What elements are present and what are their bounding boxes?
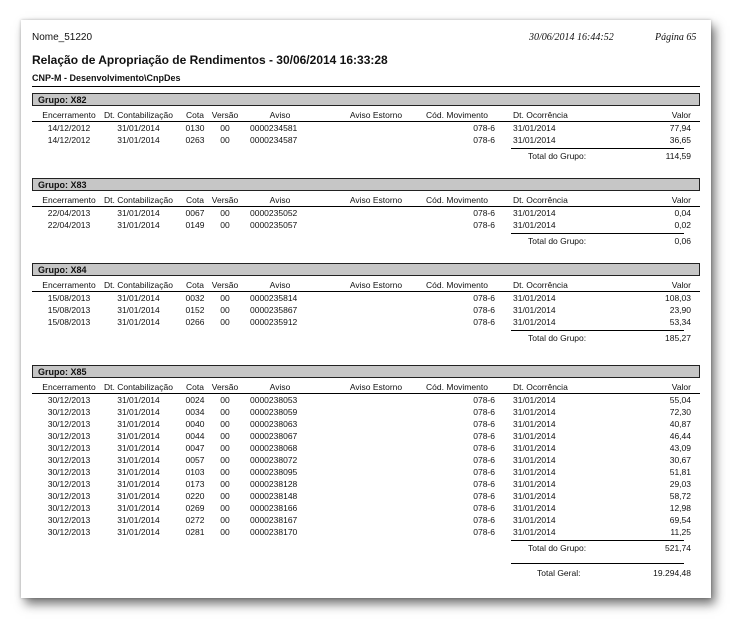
cell-cod-movimento: 078-6 (473, 123, 495, 133)
cell-dt-ocorrencia: 31/01/2014 (513, 503, 556, 513)
cell-aviso: 0000238095 (250, 467, 298, 477)
col-header-aviso-estorno: Aviso Estorno (349, 280, 403, 290)
cell-versao: 00 (220, 305, 230, 315)
group-total-value: 521,74 (665, 543, 691, 553)
cell-dt-contabilizacao: 31/01/2014 (117, 220, 160, 230)
cell-encerramento: 30/12/2013 (47, 491, 91, 501)
col-header-dt-contabilizacao: Dt. Contabilização (104, 382, 173, 392)
page-number: Página 65 (655, 32, 697, 43)
cell-versao: 00 (220, 491, 230, 501)
col-header-valor: Valor (671, 110, 691, 120)
cell-versao: 00 (220, 503, 230, 513)
cell-cota: 0263 (185, 135, 205, 145)
cell-valor: 11,25 (670, 527, 691, 537)
cell-dt-ocorrencia: 31/01/2014 (513, 527, 556, 537)
column-header-row (32, 109, 700, 122)
cell-versao: 00 (220, 479, 230, 489)
cell-encerramento: 30/12/2013 (47, 503, 91, 513)
cell-valor: 43,09 (669, 443, 691, 453)
cell-dt-contabilizacao: 31/01/2014 (117, 491, 160, 501)
cell-versao: 00 (220, 407, 230, 417)
cell-cota: 0032 (185, 293, 205, 303)
cell-valor: 51,81 (669, 467, 691, 477)
cell-versao: 00 (220, 455, 230, 465)
col-header-cod-movimento: Cód. Movimento (426, 195, 488, 205)
cell-dt-contabilizacao: 31/01/2014 (117, 395, 160, 405)
col-header-cota: Cota (186, 195, 204, 205)
group-total-label: Total do Grupo: (528, 236, 587, 246)
cell-aviso: 0000234581 (250, 123, 298, 133)
cell-aviso: 0000238053 (250, 395, 298, 405)
cell-valor: 0,02 (674, 220, 691, 230)
table-row (32, 478, 700, 490)
cell-dt-ocorrencia: 31/01/2014 (513, 220, 556, 230)
col-header-aviso: Aviso (269, 382, 291, 392)
cell-valor: 36,65 (669, 135, 691, 145)
col-header-cota: Cota (186, 110, 204, 120)
cell-encerramento: 30/12/2013 (47, 515, 91, 525)
cell-encerramento: 30/12/2013 (47, 431, 91, 441)
report-datetime: 30/06/2014 16:44:52 (529, 32, 614, 43)
cell-dt-ocorrencia: 31/01/2014 (513, 305, 556, 315)
cell-encerramento: 14/12/2012 (47, 123, 91, 133)
cell-dt-contabilizacao: 31/01/2014 (117, 317, 160, 327)
cell-dt-ocorrencia: 31/01/2014 (513, 135, 556, 145)
cell-versao: 00 (220, 527, 230, 537)
cell-cota: 0044 (185, 431, 205, 441)
cell-cod-movimento: 078-6 (473, 431, 495, 441)
cell-dt-ocorrencia: 31/01/2014 (513, 515, 556, 525)
cell-aviso: 0000238059 (250, 407, 298, 417)
cell-valor: 40,87 (669, 419, 691, 429)
cell-cota: 0040 (185, 419, 205, 429)
cell-dt-contabilizacao: 31/01/2014 (117, 467, 160, 477)
group-total-label: Total do Grupo: (528, 151, 587, 161)
report-page (21, 20, 711, 598)
col-header-cod-movimento: Cód. Movimento (426, 110, 488, 120)
cell-versao: 00 (220, 419, 230, 429)
cell-dt-ocorrencia: 31/01/2014 (513, 431, 556, 441)
col-header-aviso-estorno: Aviso Estorno (349, 110, 403, 120)
cell-aviso: 0000238148 (250, 491, 298, 501)
cell-versao: 00 (220, 208, 230, 218)
cell-aviso: 0000235867 (250, 305, 298, 315)
cell-valor: 23,90 (669, 305, 691, 315)
cell-encerramento: 30/12/2013 (47, 527, 91, 537)
col-header-cod-movimento: Cód. Movimento (426, 382, 488, 392)
col-header-dt-ocorrencia: Dt. Ocorrência (513, 382, 568, 392)
table-row (32, 490, 700, 502)
cell-cota: 0281 (185, 527, 205, 537)
cell-dt-ocorrencia: 31/01/2014 (513, 455, 556, 465)
col-header-encerramento: Encerramento (42, 195, 96, 205)
cell-encerramento: 22/04/2013 (47, 220, 91, 230)
col-header-versao: Versão (211, 280, 239, 290)
group-section (32, 263, 700, 346)
cell-dt-ocorrencia: 31/01/2014 (513, 467, 556, 477)
cell-valor: 108,03 (665, 293, 691, 303)
cell-cod-movimento: 078-6 (473, 293, 495, 303)
table-row (32, 292, 700, 304)
cell-cod-movimento: 078-6 (473, 479, 495, 489)
table-row (32, 406, 700, 418)
subtitle-divider (32, 86, 700, 87)
cell-dt-contabilizacao: 31/01/2014 (117, 527, 160, 537)
cell-dt-ocorrencia: 31/01/2014 (513, 317, 556, 327)
table-row (32, 442, 700, 454)
table-row (32, 514, 700, 526)
column-header-row (32, 381, 700, 394)
cell-valor: 77,94 (669, 123, 691, 133)
grand-total-divider (511, 563, 684, 564)
cell-versao: 00 (220, 317, 230, 327)
column-header-row (32, 194, 700, 207)
cell-cota: 0047 (185, 443, 205, 453)
cell-dt-contabilizacao: 31/01/2014 (117, 479, 160, 489)
col-header-cod-movimento: Cód. Movimento (426, 280, 488, 290)
cell-aviso: 0000238068 (250, 443, 298, 453)
col-header-encerramento: Encerramento (42, 280, 96, 290)
group-title-bar: Grupo: X85 (32, 365, 700, 378)
cell-cota: 0024 (185, 395, 205, 405)
table-row (32, 304, 700, 316)
cell-cota: 0130 (185, 123, 205, 133)
table-row (32, 207, 700, 219)
cell-aviso: 0000238170 (250, 527, 298, 537)
cell-dt-contabilizacao: 31/01/2014 (117, 431, 160, 441)
table-row (32, 134, 700, 146)
col-header-dt-ocorrencia: Dt. Ocorrência (513, 195, 568, 205)
col-header-aviso: Aviso (269, 110, 291, 120)
cell-valor: 0,04 (674, 208, 691, 218)
cell-cota: 0173 (185, 479, 205, 489)
group-total-value: 185,27 (665, 333, 691, 343)
cell-dt-ocorrencia: 31/01/2014 (513, 407, 556, 417)
cell-valor: 29,03 (669, 479, 691, 489)
cell-cod-movimento: 078-6 (473, 455, 495, 465)
col-header-aviso: Aviso (269, 195, 291, 205)
cell-aviso: 0000238167 (250, 515, 298, 525)
col-header-dt-contabilizacao: Dt. Contabilização (104, 110, 173, 120)
cell-cota: 0067 (185, 208, 205, 218)
cell-cota: 0103 (185, 467, 205, 477)
cell-dt-ocorrencia: 31/01/2014 (513, 208, 556, 218)
cell-cota: 0220 (185, 491, 205, 501)
cell-encerramento: 30/12/2013 (47, 395, 91, 405)
cell-cota: 0057 (185, 455, 205, 465)
cell-dt-contabilizacao: 31/01/2014 (117, 443, 160, 453)
grand-total-value: 19.294,48 (653, 568, 691, 578)
cell-dt-contabilizacao: 31/01/2014 (117, 515, 160, 525)
cell-aviso: 0000238128 (250, 479, 298, 489)
cell-cod-movimento: 078-6 (473, 395, 495, 405)
cell-versao: 00 (220, 515, 230, 525)
cell-versao: 00 (220, 443, 230, 453)
table-row (32, 454, 700, 466)
cell-dt-ocorrencia: 31/01/2014 (513, 123, 556, 133)
cell-valor: 55,04 (669, 395, 691, 405)
cell-valor: 30,67 (669, 455, 691, 465)
cell-dt-contabilizacao: 31/01/2014 (117, 123, 160, 133)
grand-total-label: Total Geral: (537, 568, 581, 578)
group-total-row (32, 150, 700, 164)
cell-encerramento: 30/12/2013 (47, 467, 91, 477)
cell-cota: 0269 (185, 503, 205, 513)
cell-cod-movimento: 078-6 (473, 220, 495, 230)
col-header-valor: Valor (671, 195, 691, 205)
table-row (32, 394, 700, 406)
table-row (32, 122, 700, 134)
cell-cod-movimento: 078-6 (473, 407, 495, 417)
col-header-cota: Cota (186, 382, 204, 392)
cell-valor: 69,54 (669, 515, 691, 525)
cell-dt-contabilizacao: 31/01/2014 (117, 135, 160, 145)
cell-dt-ocorrencia: 31/01/2014 (513, 491, 556, 501)
cell-encerramento: 22/04/2013 (47, 208, 91, 218)
cell-cota: 0149 (185, 220, 205, 230)
col-header-valor: Valor (671, 280, 691, 290)
cell-cod-movimento: 078-6 (473, 208, 495, 218)
cell-aviso: 0000238063 (250, 419, 298, 429)
cell-dt-ocorrencia: 31/01/2014 (513, 293, 556, 303)
cell-valor: 46,44 (669, 431, 691, 441)
cell-aviso: 0000234587 (250, 135, 298, 145)
col-header-cota: Cota (186, 280, 204, 290)
col-header-versao: Versão (211, 195, 239, 205)
cell-dt-contabilizacao: 31/01/2014 (117, 503, 160, 513)
cell-dt-contabilizacao: 31/01/2014 (117, 455, 160, 465)
group-section (32, 365, 700, 556)
cell-aviso: 0000238166 (250, 503, 298, 513)
cell-aviso: 0000235912 (250, 317, 298, 327)
cell-cod-movimento: 078-6 (473, 503, 495, 513)
cell-encerramento: 15/08/2013 (47, 293, 91, 303)
group-total-value: 0,06 (674, 236, 691, 246)
cell-valor: 53,34 (669, 317, 691, 327)
cell-encerramento: 30/12/2013 (47, 479, 91, 489)
cell-versao: 00 (220, 135, 230, 145)
cell-aviso: 0000238072 (250, 455, 298, 465)
cell-dt-ocorrencia: 31/01/2014 (513, 443, 556, 453)
group-total-label: Total do Grupo: (528, 333, 587, 343)
col-header-aviso-estorno: Aviso Estorno (349, 195, 403, 205)
cell-dt-contabilizacao: 31/01/2014 (117, 305, 160, 315)
group-title-bar: Grupo: X82 (32, 93, 700, 106)
table-row (32, 219, 700, 231)
table-row (32, 526, 700, 538)
group-total-label: Total do Grupo: (528, 543, 587, 553)
cell-encerramento: 30/12/2013 (47, 407, 91, 417)
col-header-dt-contabilizacao: Dt. Contabilização (104, 280, 173, 290)
cell-dt-contabilizacao: 31/01/2014 (117, 293, 160, 303)
group-section (32, 93, 700, 164)
cell-dt-ocorrencia: 31/01/2014 (513, 419, 556, 429)
cell-cod-movimento: 078-6 (473, 527, 495, 537)
report-title: Relação de Apropriação de Rendimentos - 30/06/2014 16:33:28 (32, 53, 388, 67)
col-header-dt-contabilizacao: Dt. Contabilização (104, 195, 173, 205)
cell-cota: 0034 (185, 407, 205, 417)
cell-aviso: 0000235057 (250, 220, 298, 230)
cell-aviso: 0000235814 (250, 293, 298, 303)
table-row (32, 418, 700, 430)
cell-versao: 00 (220, 123, 230, 133)
group-total-row (32, 542, 700, 556)
cell-versao: 00 (220, 395, 230, 405)
cell-cota: 0152 (185, 305, 205, 315)
group-total-value: 114,59 (665, 151, 691, 161)
cell-cota: 0266 (185, 317, 205, 327)
cell-encerramento: 30/12/2013 (47, 455, 91, 465)
cell-aviso: 0000235052 (250, 208, 298, 218)
table-row (32, 466, 700, 478)
cell-encerramento: 15/08/2013 (47, 317, 91, 327)
report-subtitle: CNP-M - Desenvolvimento\CnpDes (32, 73, 181, 83)
group-title-bar: Grupo: X83 (32, 178, 700, 191)
group-section (32, 178, 700, 249)
cell-valor: 12,98 (669, 503, 691, 513)
table-row (32, 502, 700, 514)
group-total-row (32, 235, 700, 249)
cell-cod-movimento: 078-6 (473, 491, 495, 501)
cell-cod-movimento: 078-6 (473, 515, 495, 525)
col-header-aviso: Aviso (269, 280, 291, 290)
cell-versao: 00 (220, 293, 230, 303)
table-row (32, 316, 700, 328)
cell-dt-contabilizacao: 31/01/2014 (117, 208, 160, 218)
report-name: Nome_51220 (32, 32, 93, 43)
cell-cod-movimento: 078-6 (473, 135, 495, 145)
cell-versao: 00 (220, 220, 230, 230)
cell-valor: 58,72 (669, 491, 691, 501)
group-title-bar: Grupo: X84 (32, 263, 700, 276)
cell-dt-contabilizacao: 31/01/2014 (117, 407, 160, 417)
cell-versao: 00 (220, 431, 230, 441)
cell-encerramento: 30/12/2013 (47, 419, 91, 429)
cell-cod-movimento: 078-6 (473, 443, 495, 453)
col-header-encerramento: Encerramento (42, 110, 96, 120)
cell-valor: 72,30 (669, 407, 691, 417)
cell-cod-movimento: 078-6 (473, 419, 495, 429)
cell-encerramento: 14/12/2012 (47, 135, 91, 145)
cell-cod-movimento: 078-6 (473, 317, 495, 327)
col-header-aviso-estorno: Aviso Estorno (349, 382, 403, 392)
cell-cod-movimento: 078-6 (473, 467, 495, 477)
cell-cota: 0272 (185, 515, 205, 525)
cell-encerramento: 15/08/2013 (47, 305, 91, 315)
col-header-dt-ocorrencia: Dt. Ocorrência (513, 280, 568, 290)
column-header-row (32, 279, 700, 292)
col-header-versao: Versão (211, 110, 239, 120)
col-header-dt-ocorrencia: Dt. Ocorrência (513, 110, 568, 120)
cell-dt-contabilizacao: 31/01/2014 (117, 419, 160, 429)
col-header-versao: Versão (211, 382, 239, 392)
cell-aviso: 0000238067 (250, 431, 298, 441)
cell-dt-ocorrencia: 31/01/2014 (513, 395, 556, 405)
table-row (32, 430, 700, 442)
col-header-valor: Valor (671, 382, 691, 392)
group-total-row (32, 332, 700, 346)
cell-versao: 00 (220, 467, 230, 477)
cell-dt-ocorrencia: 31/01/2014 (513, 479, 556, 489)
cell-encerramento: 30/12/2013 (47, 443, 91, 453)
col-header-encerramento: Encerramento (42, 382, 96, 392)
cell-cod-movimento: 078-6 (473, 305, 495, 315)
